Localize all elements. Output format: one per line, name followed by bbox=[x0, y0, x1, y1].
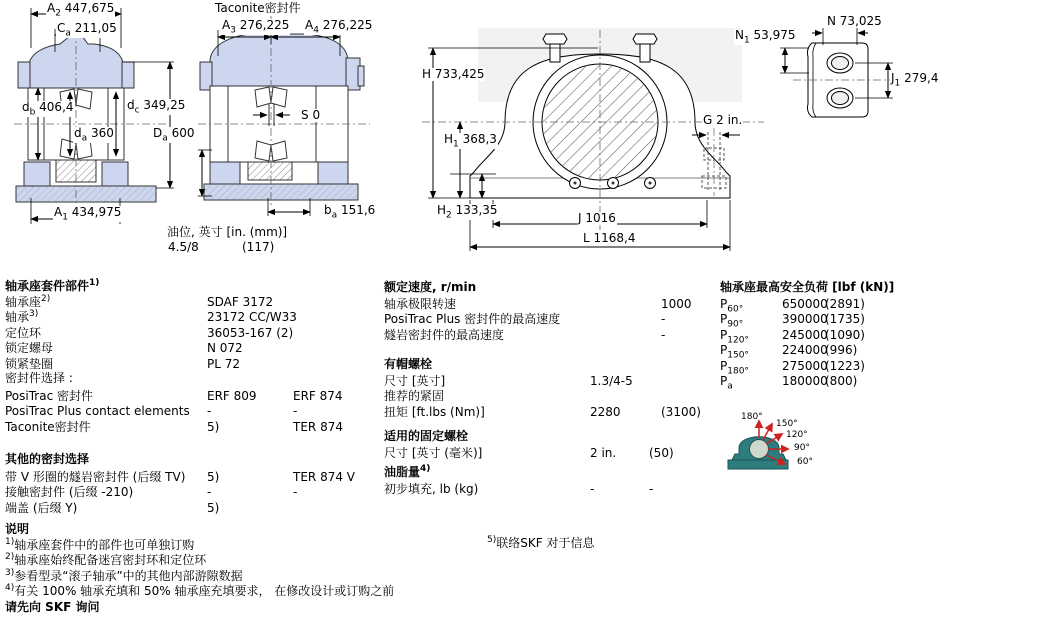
section-header: 额定速度, r/min bbox=[384, 280, 477, 294]
angle-label-120: 120° bbox=[786, 430, 808, 440]
row-value: (1223) bbox=[825, 358, 865, 373]
row-label: $P_{150^\circ}$ bbox=[720, 343, 749, 361]
footnote bbox=[5, 538, 545, 554]
section-seal-selection bbox=[5, 371, 395, 435]
spec-row bbox=[5, 357, 395, 373]
oil-level-mm: (117) bbox=[242, 240, 275, 254]
spec-row bbox=[5, 404, 395, 420]
row-label: $P_{180^\circ}$ bbox=[720, 358, 749, 376]
row-value: TER 874 bbox=[293, 419, 343, 434]
row-value: 245000 bbox=[782, 327, 828, 342]
spec-row bbox=[384, 328, 774, 344]
row-label: 燧岩密封件的最高速度 bbox=[384, 327, 505, 342]
row-value: 275000 bbox=[782, 358, 828, 373]
dim-dc: $d_c$ 349,25 bbox=[127, 98, 186, 116]
spec-row bbox=[720, 312, 1050, 328]
angle-label-150: 150° bbox=[776, 419, 798, 429]
dim-J: J 1016 bbox=[578, 211, 616, 225]
row-value: 1.3/4-5 bbox=[590, 373, 633, 388]
dim-A4: $A_4$ 276,225 bbox=[305, 18, 373, 36]
section-header: 适用的固定螺栓 bbox=[384, 429, 469, 443]
row-value: 5) bbox=[207, 419, 220, 434]
row-label: 锁定螺母 bbox=[5, 341, 54, 355]
footnote bbox=[5, 553, 545, 569]
row-value: TER 874 V bbox=[293, 469, 355, 484]
notes-header: 说明 bbox=[5, 522, 30, 536]
row-label: 推荐的紧固 bbox=[384, 389, 445, 403]
row-value: (800) bbox=[825, 374, 858, 388]
row-label: 扭矩 [ft.lbs (Nm)] bbox=[384, 404, 485, 419]
spec-row bbox=[5, 295, 395, 311]
row-value: (2891) bbox=[825, 296, 865, 311]
row-label: $^{3)}$参看型录“滚子轴承”中的其他内部游隙数据 bbox=[5, 567, 243, 583]
dim-L: L 1168,4 bbox=[583, 231, 636, 245]
row-value: 180000 bbox=[782, 374, 828, 388]
dim-A2: $A_2$ 447,675 bbox=[47, 1, 115, 19]
row-value: (996) bbox=[825, 343, 858, 357]
row-label: $P_a$ bbox=[720, 374, 733, 392]
spec-row bbox=[384, 482, 774, 498]
dim-Ca: $C_a$ 211,05 bbox=[57, 21, 117, 39]
row-value: - bbox=[293, 404, 298, 418]
row-label: 端盖 (后缀 Y) bbox=[5, 500, 78, 515]
row-label: $^{2)}$轴承座始终配备迷宫密封环和定位环 bbox=[5, 552, 207, 567]
section-grease bbox=[384, 465, 774, 497]
row-value: 5) bbox=[207, 500, 220, 515]
row-value: 23172 CC/W33 bbox=[207, 310, 297, 324]
dim-J1: $J_1$ 279,4 bbox=[891, 71, 939, 89]
footnote bbox=[5, 584, 545, 600]
dim-S: S 0 bbox=[301, 108, 321, 122]
section-other-seals bbox=[5, 452, 395, 516]
section-header: 其他的密封选择 bbox=[5, 452, 90, 466]
footnote bbox=[5, 569, 545, 585]
angle-label-180: 180° bbox=[741, 412, 763, 422]
section-header: 轴承座套件部件$^{1)}$ bbox=[5, 278, 100, 293]
row-value: (1090) bbox=[825, 327, 865, 342]
row-value: - bbox=[207, 485, 212, 499]
section-safe-loads bbox=[720, 280, 1050, 390]
oil-level-label: 油位, 英寸 [in. (mm)] bbox=[167, 225, 288, 239]
section-notes bbox=[5, 522, 545, 615]
spec-row bbox=[384, 297, 774, 313]
dim-db: $d_b$ 406,4 bbox=[22, 100, 74, 118]
section-header: 密封件选择 : bbox=[5, 371, 73, 385]
row-value: - bbox=[207, 404, 212, 418]
row-value: 1000 bbox=[661, 296, 692, 311]
dim-H1: $H_1$ 368,3 bbox=[444, 132, 497, 150]
dim-N1: $N_1$ 53,975 bbox=[735, 28, 796, 46]
spec-row bbox=[5, 485, 395, 501]
row-value: (3100) bbox=[661, 404, 701, 419]
row-label: $^{4)}$有关 100% 轴承充填和 50% 轴承座充填要求， 在修改设计或订购之前 bbox=[5, 583, 395, 598]
row-label: Taconite密封件 bbox=[5, 419, 91, 434]
section-header: 油脂量$^{4)}$ bbox=[384, 464, 431, 479]
dim-N: N 73,025 bbox=[827, 14, 882, 28]
spec-row bbox=[384, 446, 774, 462]
dim-H2: $H_2$ 133,35 bbox=[437, 203, 498, 221]
section-header: 轴承座最高安全负荷 [lbf (kN)] bbox=[720, 280, 895, 294]
row-label: PosiTrac 密封件 bbox=[5, 388, 94, 403]
drawing-title-taconite: Taconite密封件 bbox=[215, 1, 301, 15]
spec-row bbox=[5, 310, 395, 326]
row-label: 锁紧垫圈 bbox=[5, 356, 54, 371]
spec-row bbox=[5, 326, 395, 342]
section-housing-parts bbox=[5, 279, 395, 372]
row-value: 390000 bbox=[782, 312, 828, 326]
spec-row bbox=[384, 389, 774, 405]
row-value: SDAF 3172 bbox=[207, 294, 274, 309]
row-label: 尺寸 [英寸 (毫米)] bbox=[384, 445, 483, 460]
angle-label-60: 60° bbox=[797, 457, 813, 467]
row-label: $P_{60^\circ}$ bbox=[720, 296, 744, 314]
spec-row bbox=[384, 405, 774, 421]
dim-da: $d_a$ 360 bbox=[74, 126, 114, 144]
row-value: N 072 bbox=[207, 341, 243, 355]
oil-level-inch: 4.5/8 bbox=[168, 240, 199, 254]
row-value: 5) bbox=[207, 469, 220, 484]
row-value: - bbox=[661, 312, 666, 326]
row-label: 初步填充, lb (kg) bbox=[384, 481, 479, 496]
row-value: - bbox=[661, 327, 666, 342]
spec-row bbox=[5, 341, 395, 357]
spec-row bbox=[5, 420, 395, 436]
row-label: 定位环 bbox=[5, 325, 42, 340]
notes-footer: 请先向 SKF 询问 bbox=[5, 599, 100, 614]
spec-row bbox=[5, 501, 395, 517]
row-value: 224000 bbox=[782, 343, 828, 357]
row-label: 接触密封件 (后缀 -210) bbox=[5, 485, 134, 499]
spec-row bbox=[720, 359, 1050, 375]
section-speed-ratings bbox=[384, 280, 774, 343]
row-value: 2280 bbox=[590, 404, 621, 419]
row-value: - bbox=[293, 485, 298, 499]
row-value: (1735) bbox=[825, 312, 865, 326]
row-value: PL 72 bbox=[207, 356, 241, 371]
spec-row bbox=[720, 343, 1050, 359]
row-label: 尺寸 [英寸] bbox=[384, 373, 446, 388]
footnote-contact: $^{5)}$联络SKF 对于信息 bbox=[487, 535, 595, 550]
row-label: $P_{120^\circ}$ bbox=[720, 327, 749, 345]
row-value: ERF 874 bbox=[293, 388, 343, 403]
spec-row bbox=[720, 297, 1050, 313]
angle-label-90: 90° bbox=[794, 443, 810, 453]
dim-A3: $A_3$ 276,225 bbox=[222, 18, 290, 36]
row-label: $P_{90^\circ}$ bbox=[720, 312, 744, 330]
row-label: 轴承$^{3)}$ bbox=[5, 309, 39, 324]
dim-A1: $A_1$ 434,975 bbox=[54, 205, 122, 223]
section-cap-bolts bbox=[384, 357, 774, 420]
section-header: 有帽螺栓 bbox=[384, 357, 433, 371]
spec-row bbox=[720, 374, 1050, 390]
row-label: 轴承极限转速 bbox=[384, 296, 457, 311]
dim-ba: $b_a$ 151,6 bbox=[324, 203, 376, 221]
spec-row bbox=[5, 470, 395, 486]
row-label: 带 V 形圈的燧岩密封件 (后缀 TV) bbox=[5, 469, 186, 484]
row-value: - bbox=[649, 481, 654, 496]
spec-row bbox=[384, 374, 774, 390]
row-value: 650000 bbox=[782, 296, 828, 311]
row-label: $^{1)}$轴承座套件中的部件也可单独订购 bbox=[5, 536, 195, 552]
row-label: PosiTrac Plus contact elements bbox=[5, 404, 190, 418]
row-value: - bbox=[590, 481, 595, 496]
row-value: 36053-167 (2) bbox=[207, 325, 294, 340]
spec-row bbox=[384, 312, 774, 328]
spec-row bbox=[5, 389, 395, 405]
dim-Da: $D_a$ 600 bbox=[153, 126, 195, 144]
end-view-drawing bbox=[775, 5, 1050, 120]
dim-G: G 2 in. bbox=[703, 113, 743, 127]
spec-row bbox=[720, 328, 1050, 344]
row-value: ERF 809 bbox=[207, 388, 257, 403]
row-value: 2 in. bbox=[590, 445, 617, 460]
row-value: (50) bbox=[649, 445, 674, 460]
row-label: PosiTrac Plus 密封件的最高速度 bbox=[384, 312, 561, 326]
row-label: 轴承座$^{2)}$ bbox=[5, 293, 51, 309]
section-attachment-bolts bbox=[384, 429, 774, 461]
dim-H: H 733,425 bbox=[422, 67, 485, 81]
